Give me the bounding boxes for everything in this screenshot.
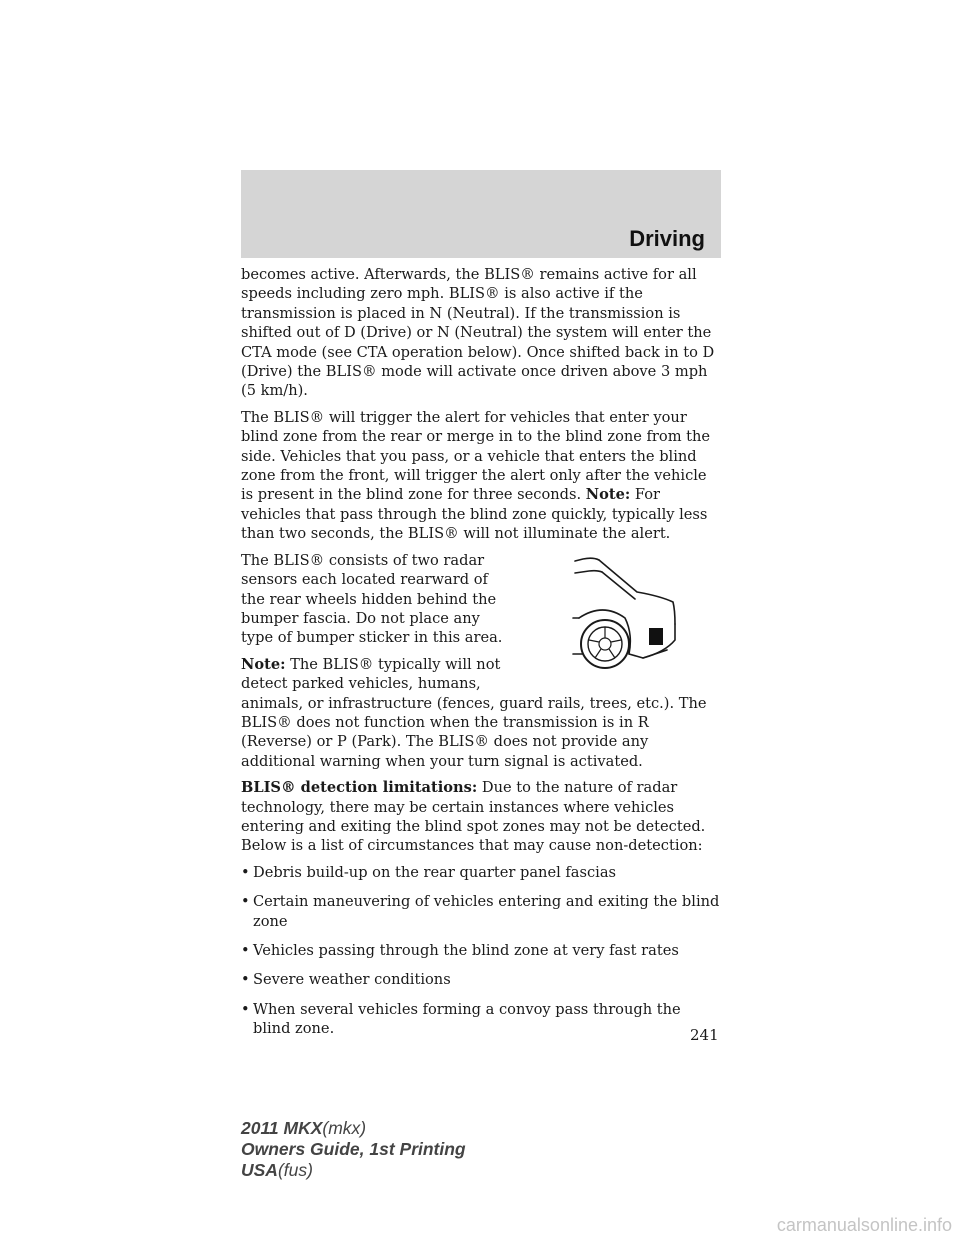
- car-rear-quarter-icon: [525, 554, 721, 685]
- list-item: • Debris build-up on the rear quarter panel fascias: [241, 863, 721, 882]
- roof-line: [575, 558, 599, 561]
- paragraph-blis-active: becomes active. Afterwards, the BLIS® remains active for all speeds including zero mph. BLIS® is also active if the transmission is placed in N (Neutral). If the transmission is shifted out of D (Drive) or N (Neutral) the system will enter the CTA mode (see CTA operation below). Once shifted back in to D (Drive) the BLIS® mode will activate once driven above 3 mph (5 km/h).: [241, 266, 715, 400]
- section-title: Driving: [629, 226, 705, 251]
- footer-model: 2011 MKX: [241, 1118, 323, 1138]
- list-item: • Vehicles passing through the blind zone at very fast rates: [241, 941, 721, 960]
- print-footer: [241, 1118, 466, 1181]
- note-label-2: Note:: [241, 655, 286, 673]
- list-item: • Severe weather conditions: [241, 970, 721, 989]
- limitations-label: BLIS® detection limitations:: [241, 779, 478, 797]
- footer-model-code: (mkx): [322, 1118, 367, 1138]
- paragraph-detection-limitations: [241, 778, 721, 856]
- note-text: For vehicles that pass through the blind zone quickly, typically less than two seconds, the BLIS® will not illuminate the alert.: [241, 486, 708, 543]
- paragraph-blis-trigger: [241, 408, 721, 544]
- note-text-2: The BLIS® typically will not detect parked vehicles, humans, animals, or infrastructure (fences, guard rails, trees, etc.). The BLIS® does not function when the transmission is in R (Reverse) or P (Park). The BLIS® does not provide any additional warning when your turn signal is activated.: [241, 655, 707, 770]
- limitations-list: [241, 863, 721, 1039]
- footer-line-model: [241, 1118, 466, 1139]
- vehicle-rear-sensor-illustration: [525, 554, 721, 685]
- bumper-line: [643, 650, 667, 658]
- section-header: [241, 170, 721, 258]
- page-number: 241: [690, 1026, 719, 1044]
- footer-line-region: [241, 1160, 466, 1181]
- list-item: • When several vehicles forming a convoy pass through the blind zone.: [241, 1000, 721, 1039]
- footer-region-code: (fus): [277, 1160, 313, 1180]
- list-item: • Certain maneuvering of vehicles entering and exiting the blind zone: [241, 892, 721, 931]
- rear-window-line: [575, 570, 602, 572]
- footer-region: USA: [241, 1160, 278, 1180]
- limitations-text: Due to the nature of radar technology, there may be certain instances where vehicles entering and exiting the blind spot zones may not be detected. Below is a list of circumstances that may cause non-detection:: [241, 779, 706, 855]
- watermark: carmanualsonline.info: [776, 1215, 952, 1235]
- note-label: Note:: [585, 486, 631, 504]
- trunk-line: [599, 560, 675, 624]
- rear-wheel: [581, 620, 629, 668]
- radar-sensor-marker: [649, 628, 663, 645]
- paragraph-blis-sensors: The BLIS® consists of two radar sensors each located rearward of the rear wheels hidden behind the bumper fascia. Do not place any type of bumper sticker in this area.: [241, 551, 503, 647]
- trigger-text: The BLIS® will trigger the alert for vehicles that enter your blind zone from the rear or merge in to the blind zone from the side. Vehicles that you pass, or a vehicle that enters the blind zone from the front, will trigger the alert only after the vehicle is present in the blind zone for three seconds.: [241, 408, 711, 504]
- footer-line-guide: Owners Guide, 1st Printing: [241, 1139, 466, 1159]
- page-content: [241, 265, 721, 1049]
